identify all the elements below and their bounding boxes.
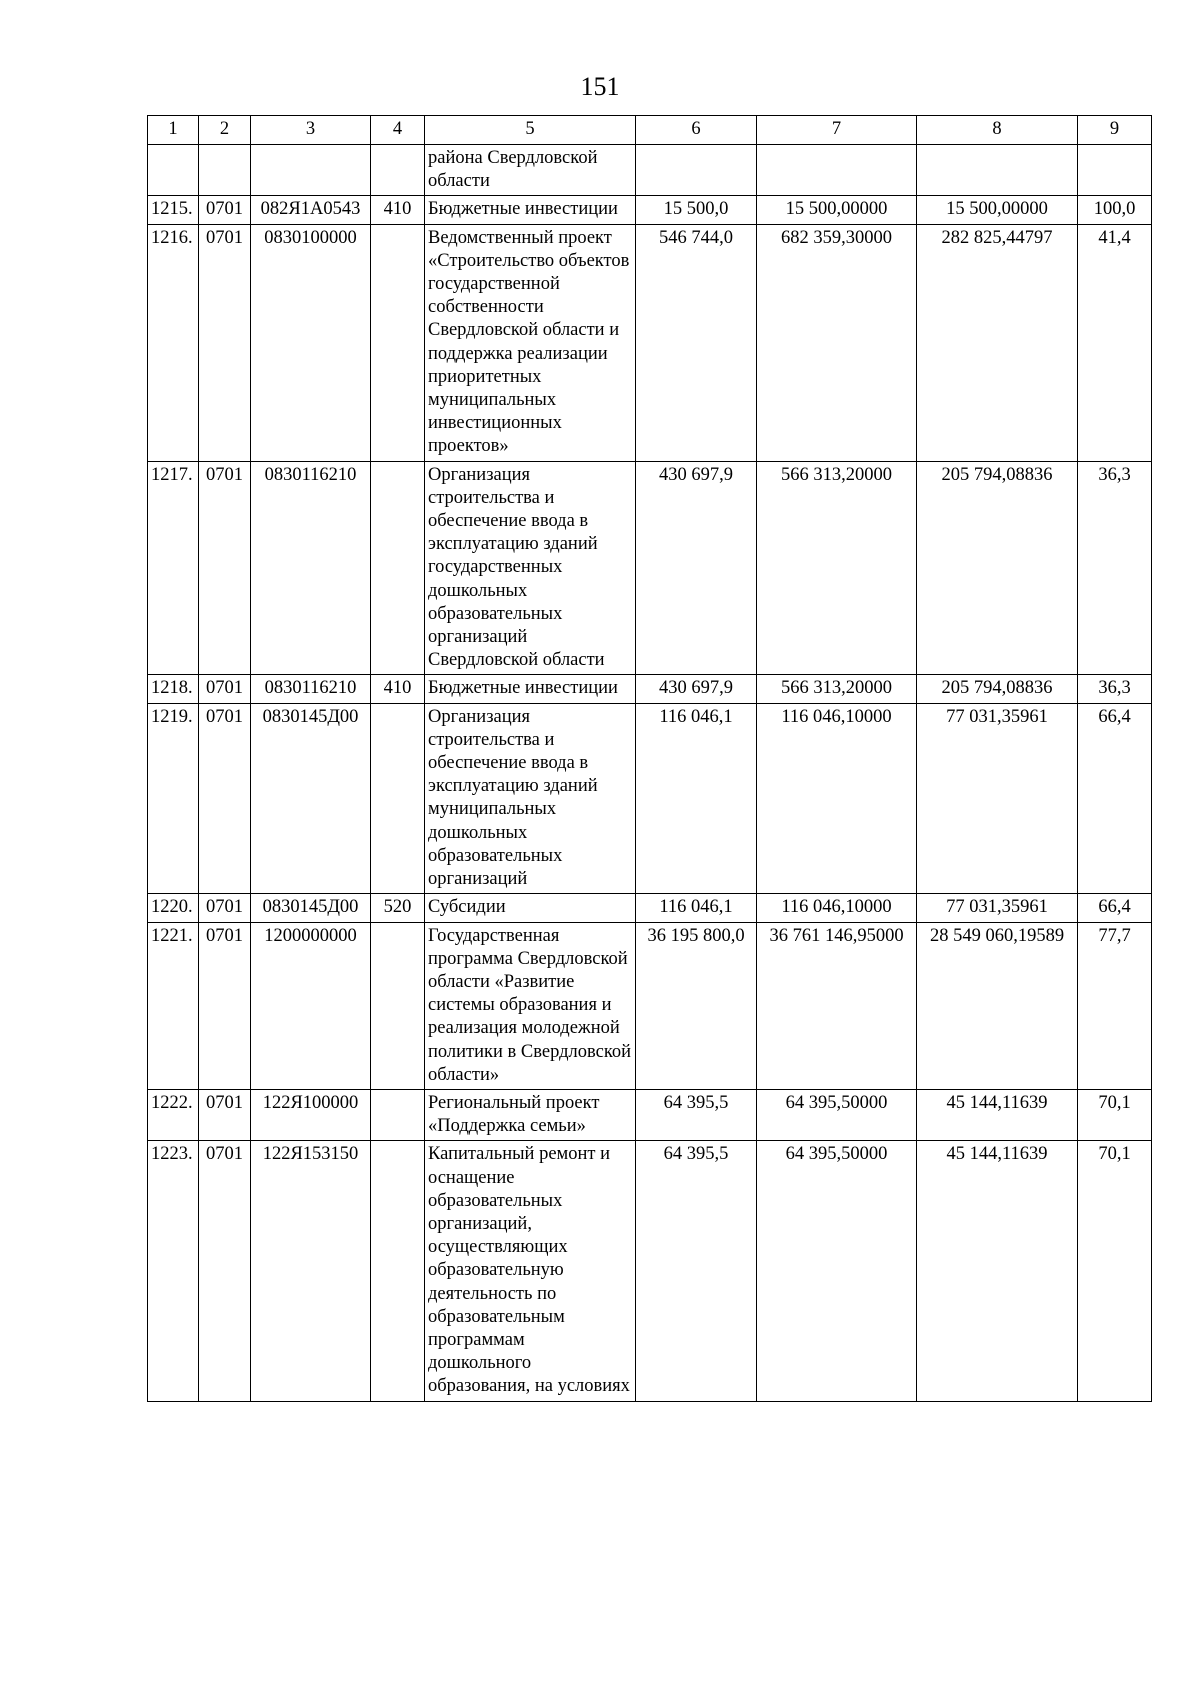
section-code: 0701	[199, 1089, 251, 1140]
expense-type	[371, 461, 425, 675]
row-number: 1215.	[148, 196, 199, 224]
value-col-9: 70,1	[1078, 1141, 1152, 1401]
value-col-8: 205 794,08836	[917, 461, 1078, 675]
value-col-7: 64 395,50000	[757, 1141, 917, 1401]
item-name: Региональный проект «Поддержка семьи»	[425, 1089, 636, 1140]
table-row	[148, 224, 1152, 461]
section-code: 0701	[199, 461, 251, 675]
header-col-6: 6	[636, 116, 757, 145]
value-col-7: 116 046,10000	[757, 894, 917, 922]
value-col-9: 70,1	[1078, 1089, 1152, 1140]
item-name: Бюджетные инвестиции	[425, 675, 636, 703]
value-col-8	[917, 145, 1078, 196]
section-code: 0701	[199, 1141, 251, 1401]
table-row	[148, 675, 1152, 703]
value-col-8: 282 825,44797	[917, 224, 1078, 461]
table-row	[148, 703, 1152, 894]
table-row	[148, 1089, 1152, 1140]
expense-type	[371, 703, 425, 894]
target-code	[251, 145, 371, 196]
target-code: 122Я153150	[251, 1141, 371, 1401]
value-col-6: 546 744,0	[636, 224, 757, 461]
value-col-8: 77 031,35961	[917, 703, 1078, 894]
target-code: 0830145Д00	[251, 703, 371, 894]
value-col-9	[1078, 145, 1152, 196]
row-number: 1220.	[148, 894, 199, 922]
table-row	[148, 461, 1152, 675]
value-col-7: 566 313,20000	[757, 461, 917, 675]
header-col-4: 4	[371, 116, 425, 145]
value-col-9: 36,3	[1078, 461, 1152, 675]
value-col-8: 77 031,35961	[917, 894, 1078, 922]
table-row	[148, 1141, 1152, 1401]
item-name: района Свердловской области	[425, 145, 636, 196]
table-row	[148, 894, 1152, 922]
table-row	[148, 196, 1152, 224]
value-col-9: 100,0	[1078, 196, 1152, 224]
value-col-9: 66,4	[1078, 894, 1152, 922]
target-code: 1200000000	[251, 922, 371, 1089]
value-col-6: 430 697,9	[636, 461, 757, 675]
section-code: 0701	[199, 196, 251, 224]
value-col-6: 64 395,5	[636, 1141, 757, 1401]
target-code: 0830145Д00	[251, 894, 371, 922]
target-code: 0830100000	[251, 224, 371, 461]
item-name: Капитальный ремонт и оснащение образовательных организаций, осуществляющих образовательную деятельность по образовательным программам дошкольного образования, на условиях	[425, 1141, 636, 1401]
table-row	[148, 922, 1152, 1089]
item-name: Ведомственный проект «Строительство объектов государственной собственности Свердловской области и поддержка реализации приоритетных муниципальных инвестиционных проектов»	[425, 224, 636, 461]
row-number	[148, 145, 199, 196]
value-col-6: 116 046,1	[636, 894, 757, 922]
table-row	[148, 145, 1152, 196]
item-name: Организация строительства и обеспечение ввода в эксплуатацию зданий муниципальных дошкольных образовательных организаций	[425, 703, 636, 894]
expense-type	[371, 922, 425, 1089]
target-code: 082Я1А0543	[251, 196, 371, 224]
header-col-8: 8	[917, 116, 1078, 145]
expense-type	[371, 1141, 425, 1401]
budget-table	[147, 115, 1152, 1402]
expense-type	[371, 145, 425, 196]
header-col-9: 9	[1078, 116, 1152, 145]
value-col-7: 116 046,10000	[757, 703, 917, 894]
item-name: Субсидии	[425, 894, 636, 922]
table-header	[148, 116, 1152, 145]
expense-type	[371, 1089, 425, 1140]
target-code: 0830116210	[251, 675, 371, 703]
item-name: Организация строительства и обеспечение ввода в эксплуатацию зданий государственных дошкольных образовательных организаций Свердловской области	[425, 461, 636, 675]
expense-type: 520	[371, 894, 425, 922]
value-col-9: 41,4	[1078, 224, 1152, 461]
value-col-9: 36,3	[1078, 675, 1152, 703]
header-col-2: 2	[199, 116, 251, 145]
value-col-8: 45 144,11639	[917, 1141, 1078, 1401]
value-col-6: 64 395,5	[636, 1089, 757, 1140]
row-number: 1221.	[148, 922, 199, 1089]
value-col-7: 36 761 146,95000	[757, 922, 917, 1089]
value-col-6	[636, 145, 757, 196]
row-number: 1223.	[148, 1141, 199, 1401]
value-col-6: 15 500,0	[636, 196, 757, 224]
expense-type: 410	[371, 196, 425, 224]
value-col-7: 15 500,00000	[757, 196, 917, 224]
row-number: 1216.	[148, 224, 199, 461]
section-code: 0701	[199, 675, 251, 703]
section-code: 0701	[199, 922, 251, 1089]
value-col-7	[757, 145, 917, 196]
row-number: 1222.	[148, 1089, 199, 1140]
header-col-7: 7	[757, 116, 917, 145]
section-code	[199, 145, 251, 196]
value-col-7: 682 359,30000	[757, 224, 917, 461]
value-col-8: 45 144,11639	[917, 1089, 1078, 1140]
value-col-9: 66,4	[1078, 703, 1152, 894]
value-col-8: 205 794,08836	[917, 675, 1078, 703]
expense-type	[371, 224, 425, 461]
target-code: 122Я100000	[251, 1089, 371, 1140]
value-col-9: 77,7	[1078, 922, 1152, 1089]
section-code: 0701	[199, 703, 251, 894]
row-number: 1218.	[148, 675, 199, 703]
value-col-6: 430 697,9	[636, 675, 757, 703]
item-name: Государственная программа Свердловской области «Развитие системы образования и реализация молодежной политики в Свердловской области»	[425, 922, 636, 1089]
value-col-7: 566 313,20000	[757, 675, 917, 703]
section-code: 0701	[199, 224, 251, 461]
item-name: Бюджетные инвестиции	[425, 196, 636, 224]
header-col-1: 1	[148, 116, 199, 145]
target-code: 0830116210	[251, 461, 371, 675]
header-row	[148, 116, 1152, 145]
table-body	[148, 145, 1152, 1402]
value-col-8: 28 549 060,19589	[917, 922, 1078, 1089]
value-col-6: 36 195 800,0	[636, 922, 757, 1089]
row-number: 1219.	[148, 703, 199, 894]
value-col-6: 116 046,1	[636, 703, 757, 894]
header-col-5: 5	[425, 116, 636, 145]
expense-type: 410	[371, 675, 425, 703]
page-number: 151	[580, 72, 620, 101]
value-col-8: 15 500,00000	[917, 196, 1078, 224]
header-col-3: 3	[251, 116, 371, 145]
value-col-7: 64 395,50000	[757, 1089, 917, 1140]
section-code: 0701	[199, 894, 251, 922]
row-number: 1217.	[148, 461, 199, 675]
